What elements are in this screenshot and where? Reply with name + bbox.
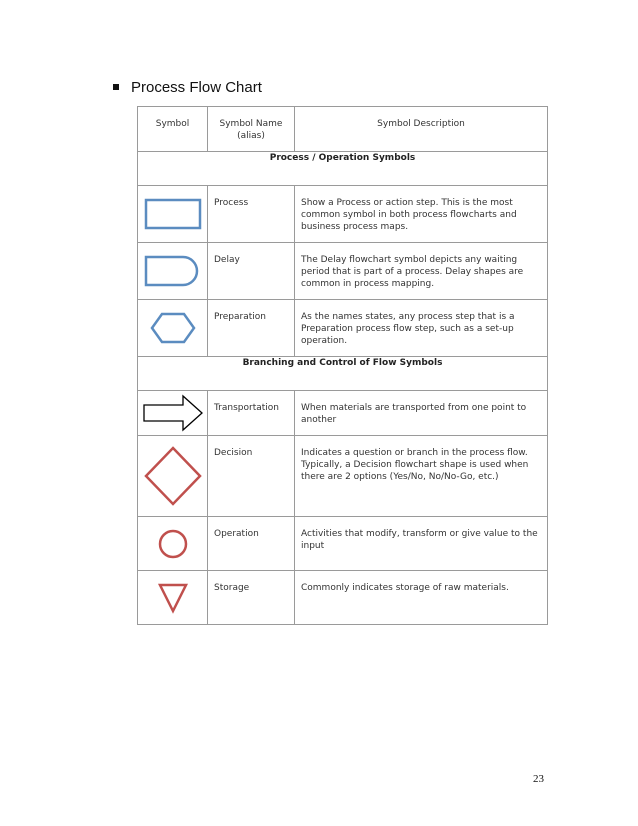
symbol-description: Show a Process or action step. This is the most common symbol in both process flowcharts and business process maps. bbox=[301, 198, 517, 232]
decision-diamond-icon bbox=[143, 445, 203, 507]
symbol-name: Operation bbox=[214, 529, 259, 539]
section-row-process-operation bbox=[138, 152, 548, 186]
section-heading-text: Process Flow Chart bbox=[131, 78, 262, 96]
table-row bbox=[138, 436, 548, 517]
square-bullet-icon bbox=[113, 84, 119, 90]
symbol-description: When materials are transported from one point to another bbox=[301, 403, 527, 425]
section-title: Process / Operation Symbols bbox=[138, 152, 548, 186]
preparation-hexagon-icon bbox=[150, 311, 196, 345]
symbol-description: The Delay flowchart symbol depicts any waiting period that is part of a process. Delay shapes are common in process mapping. bbox=[301, 255, 524, 289]
page-number: 23 bbox=[533, 773, 544, 785]
storage-triangle-icon bbox=[157, 581, 189, 615]
process-rectangle-icon bbox=[144, 197, 202, 231]
symbol-name: Storage bbox=[214, 583, 250, 593]
section-row-branching-control bbox=[138, 357, 548, 391]
header-symbol: Symbol bbox=[138, 107, 208, 152]
symbol-description: Indicates a question or branch in the process flow. Typically, a Decision flowchart shape is used when there are 2 options (Yes/No, No/No-Go, etc.) bbox=[301, 448, 529, 482]
symbol-description: As the names states, any process step that is a Preparation process flow step, such as a set-up operation. bbox=[301, 312, 515, 346]
delay-d-shape-icon bbox=[143, 253, 203, 289]
symbol-description: Activities that modify, transform or give value to the input bbox=[301, 529, 538, 551]
table-row bbox=[138, 186, 548, 243]
table-header-row bbox=[138, 107, 548, 152]
header-symbol-name-line2: (alias) bbox=[237, 131, 265, 141]
symbol-name: Transportation bbox=[214, 403, 279, 413]
symbol-name: Preparation bbox=[214, 312, 266, 322]
operation-circle-icon bbox=[157, 528, 189, 560]
symbol-description: Commonly indicates storage of raw materials. bbox=[301, 583, 509, 593]
flow-chart-symbols-table bbox=[137, 106, 548, 625]
transportation-arrow-icon bbox=[141, 393, 205, 433]
symbol-name: Delay bbox=[214, 255, 240, 265]
table-row bbox=[138, 300, 548, 357]
section-title: Branching and Control of Flow Symbols bbox=[138, 357, 548, 391]
table-row bbox=[138, 391, 548, 436]
symbol-name: Process bbox=[214, 198, 249, 208]
table-row bbox=[138, 517, 548, 571]
header-symbol-name-line1: Symbol Name bbox=[219, 119, 283, 129]
symbol-name: Decision bbox=[214, 448, 253, 458]
table-row bbox=[138, 243, 548, 300]
section-heading bbox=[113, 75, 262, 99]
table-row bbox=[138, 571, 548, 625]
header-symbol-name bbox=[208, 107, 295, 152]
header-symbol-description: Symbol Description bbox=[295, 107, 548, 152]
